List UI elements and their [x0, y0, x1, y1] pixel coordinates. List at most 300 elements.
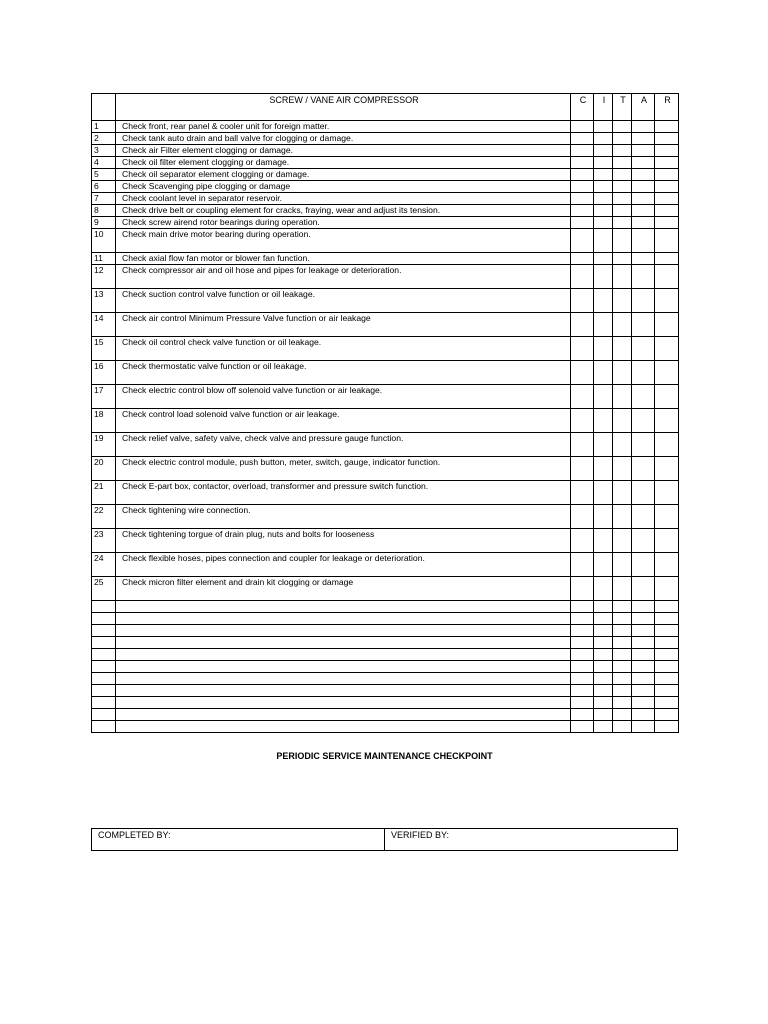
- table-row: [92, 481, 679, 505]
- check-cell-i[interactable]: [594, 481, 613, 505]
- blank-cell[interactable]: [632, 649, 655, 661]
- blank-description-cell: [116, 661, 571, 673]
- blank-cell[interactable]: [571, 601, 594, 613]
- item-description: Check relief valve, safety valve, check valve and pressure gauge function.: [116, 433, 571, 457]
- check-cell-a[interactable]: [632, 253, 655, 265]
- blank-cell: [92, 661, 116, 673]
- table-row: [92, 229, 679, 253]
- check-cell-i[interactable]: [594, 337, 613, 361]
- blank-cell: [92, 673, 116, 685]
- blank-description-cell: [116, 601, 571, 613]
- blank-cell: [92, 697, 116, 709]
- table-row: [92, 181, 679, 193]
- check-cell-r[interactable]: [655, 169, 679, 181]
- check-cell-a[interactable]: [632, 337, 655, 361]
- blank-description-cell: [116, 685, 571, 697]
- item-number: 14: [92, 313, 116, 337]
- check-cell-a[interactable]: [632, 133, 655, 145]
- item-number: 24: [92, 553, 116, 577]
- check-cell-c[interactable]: [571, 193, 594, 205]
- check-cell-a[interactable]: [632, 553, 655, 577]
- blank-row: [92, 709, 679, 721]
- header-num-cell: [92, 94, 116, 121]
- blank-cell[interactable]: [655, 709, 679, 721]
- check-cell-i[interactable]: [594, 193, 613, 205]
- check-cell-c[interactable]: [571, 169, 594, 181]
- check-cell-t[interactable]: [613, 229, 632, 253]
- blank-cell[interactable]: [655, 685, 679, 697]
- blank-cell[interactable]: [613, 661, 632, 673]
- item-description: Check flexible hoses, pipes connection and coupler for leakage or deterioration.: [116, 553, 571, 577]
- column-header-t: T: [613, 94, 632, 121]
- item-number: 20: [92, 457, 116, 481]
- check-cell-t[interactable]: [613, 313, 632, 337]
- check-cell-c[interactable]: [571, 505, 594, 529]
- blank-cell[interactable]: [613, 685, 632, 697]
- check-cell-a[interactable]: [632, 169, 655, 181]
- check-cell-a[interactable]: [632, 457, 655, 481]
- blank-description-cell: [116, 721, 571, 733]
- blank-row: [92, 673, 679, 685]
- blank-cell[interactable]: [655, 661, 679, 673]
- table-row: [92, 409, 679, 433]
- blank-cell: [92, 709, 116, 721]
- blank-cell[interactable]: [632, 601, 655, 613]
- blank-cell[interactable]: [632, 661, 655, 673]
- blank-cell[interactable]: [594, 649, 613, 661]
- blank-cell[interactable]: [571, 649, 594, 661]
- check-cell-a[interactable]: [632, 505, 655, 529]
- item-number: 21: [92, 481, 116, 505]
- check-cell-a[interactable]: [632, 361, 655, 385]
- check-cell-r[interactable]: [655, 313, 679, 337]
- blank-cell[interactable]: [571, 709, 594, 721]
- check-cell-i[interactable]: [594, 265, 613, 289]
- item-description: Check main drive motor bearing during operation.: [116, 229, 571, 253]
- table-row: [92, 361, 679, 385]
- blank-cell: [92, 613, 116, 625]
- item-number: 1: [92, 121, 116, 133]
- check-cell-a[interactable]: [632, 145, 655, 157]
- check-cell-r[interactable]: [655, 433, 679, 457]
- blank-cell[interactable]: [594, 673, 613, 685]
- check-cell-r[interactable]: [655, 193, 679, 205]
- blank-cell[interactable]: [571, 685, 594, 697]
- check-cell-t[interactable]: [613, 289, 632, 313]
- check-cell-i[interactable]: [594, 313, 613, 337]
- check-cell-c[interactable]: [571, 553, 594, 577]
- table-row: [92, 205, 679, 217]
- check-cell-r[interactable]: [655, 157, 679, 169]
- item-description: Check air Filter element clogging or damage.: [116, 145, 571, 157]
- column-header-a: A: [632, 94, 655, 121]
- blank-row: [92, 685, 679, 697]
- blank-cell[interactable]: [594, 697, 613, 709]
- blank-cell[interactable]: [594, 685, 613, 697]
- check-cell-i[interactable]: [594, 505, 613, 529]
- item-number: 4: [92, 157, 116, 169]
- item-number: 19: [92, 433, 116, 457]
- item-description: Check micron filter element and drain kit clogging or damage: [116, 577, 571, 601]
- check-cell-r[interactable]: [655, 361, 679, 385]
- check-cell-c[interactable]: [571, 337, 594, 361]
- blank-cell[interactable]: [632, 625, 655, 637]
- blank-cell: [92, 685, 116, 697]
- blank-cell[interactable]: [655, 613, 679, 625]
- check-cell-t[interactable]: [613, 409, 632, 433]
- item-number: 2: [92, 133, 116, 145]
- check-cell-c[interactable]: [571, 253, 594, 265]
- header-row: [92, 94, 679, 121]
- blank-cell[interactable]: [655, 697, 679, 709]
- item-description: Check E-part box, contactor, overload, transformer and pressure switch function.: [116, 481, 571, 505]
- check-cell-a[interactable]: [632, 409, 655, 433]
- check-cell-a[interactable]: [632, 181, 655, 193]
- check-cell-a[interactable]: [632, 205, 655, 217]
- check-cell-a[interactable]: [632, 481, 655, 505]
- table-row: [92, 289, 679, 313]
- table-row: [92, 313, 679, 337]
- check-cell-c[interactable]: [571, 133, 594, 145]
- blank-description-cell: [116, 673, 571, 685]
- blank-description-cell: [116, 613, 571, 625]
- check-cell-t[interactable]: [613, 193, 632, 205]
- blank-cell[interactable]: [655, 625, 679, 637]
- check-cell-c[interactable]: [571, 433, 594, 457]
- footer-title: PERIODIC SERVICE MAINTENANCE CHECKPOINT: [276, 751, 493, 761]
- check-cell-c[interactable]: [571, 145, 594, 157]
- check-cell-r[interactable]: [655, 529, 679, 553]
- check-cell-r[interactable]: [655, 133, 679, 145]
- check-cell-i[interactable]: [594, 433, 613, 457]
- check-cell-c[interactable]: [571, 481, 594, 505]
- check-cell-r[interactable]: [655, 385, 679, 409]
- table-row: [92, 265, 679, 289]
- check-cell-c[interactable]: [571, 409, 594, 433]
- check-cell-i[interactable]: [594, 205, 613, 217]
- blank-cell[interactable]: [594, 613, 613, 625]
- item-number: 25: [92, 577, 116, 601]
- check-cell-a[interactable]: [632, 529, 655, 553]
- check-cell-r[interactable]: [655, 253, 679, 265]
- item-number: 11: [92, 253, 116, 265]
- check-cell-t[interactable]: [613, 457, 632, 481]
- table-row: [92, 457, 679, 481]
- check-cell-r[interactable]: [655, 121, 679, 133]
- check-cell-a[interactable]: [632, 289, 655, 313]
- check-cell-i[interactable]: [594, 133, 613, 145]
- blank-cell[interactable]: [655, 601, 679, 613]
- check-cell-c[interactable]: [571, 385, 594, 409]
- check-cell-c[interactable]: [571, 265, 594, 289]
- column-header-i: I: [594, 94, 613, 121]
- check-cell-r[interactable]: [655, 205, 679, 217]
- table-row: [92, 169, 679, 181]
- check-cell-a[interactable]: [632, 313, 655, 337]
- check-cell-c[interactable]: [571, 229, 594, 253]
- check-cell-i[interactable]: [594, 253, 613, 265]
- blank-row: [92, 661, 679, 673]
- item-number: 6: [92, 181, 116, 193]
- check-cell-i[interactable]: [594, 217, 613, 229]
- check-cell-c[interactable]: [571, 205, 594, 217]
- check-cell-r[interactable]: [655, 481, 679, 505]
- blank-description-cell: [116, 649, 571, 661]
- item-description: Check front, rear panel & cooler unit for foreign matter.: [116, 121, 571, 133]
- blank-cell: [92, 637, 116, 649]
- check-cell-i[interactable]: [594, 229, 613, 253]
- blank-cell[interactable]: [632, 709, 655, 721]
- blank-cell[interactable]: [594, 721, 613, 733]
- table-row: [92, 553, 679, 577]
- item-description: Check Scavenging pipe clogging or damage: [116, 181, 571, 193]
- item-description: Check air control Minimum Pressure Valve function or air leakage: [116, 313, 571, 337]
- blank-description-cell: [116, 709, 571, 721]
- table-row: [92, 193, 679, 205]
- blank-cell[interactable]: [571, 625, 594, 637]
- check-cell-i[interactable]: [594, 145, 613, 157]
- blank-row: [92, 637, 679, 649]
- blank-cell: [92, 649, 116, 661]
- blank-cell[interactable]: [613, 697, 632, 709]
- check-cell-r[interactable]: [655, 289, 679, 313]
- check-cell-i[interactable]: [594, 181, 613, 193]
- blank-cell[interactable]: [571, 673, 594, 685]
- check-cell-a[interactable]: [632, 433, 655, 457]
- item-description: Check electric control blow off solenoid valve function or air leakage.: [116, 385, 571, 409]
- blank-cell[interactable]: [632, 697, 655, 709]
- check-cell-t[interactable]: [613, 217, 632, 229]
- check-cell-t[interactable]: [613, 385, 632, 409]
- check-cell-t[interactable]: [613, 133, 632, 145]
- item-number: 16: [92, 361, 116, 385]
- blank-cell[interactable]: [613, 613, 632, 625]
- blank-row: [92, 721, 679, 733]
- check-cell-t[interactable]: [613, 433, 632, 457]
- check-cell-c[interactable]: [571, 577, 594, 601]
- check-cell-i[interactable]: [594, 577, 613, 601]
- blank-cell[interactable]: [571, 697, 594, 709]
- check-cell-i[interactable]: [594, 529, 613, 553]
- column-header-r: R: [655, 94, 679, 121]
- table-row: [92, 217, 679, 229]
- check-cell-t[interactable]: [613, 361, 632, 385]
- item-description: Check coolant level in separator reservoir.: [116, 193, 571, 205]
- blank-cell[interactable]: [571, 721, 594, 733]
- blank-cell[interactable]: [632, 685, 655, 697]
- check-cell-t[interactable]: [613, 253, 632, 265]
- check-cell-c[interactable]: [571, 313, 594, 337]
- blank-row: [92, 649, 679, 661]
- check-cell-t[interactable]: [613, 121, 632, 133]
- blank-cell[interactable]: [613, 673, 632, 685]
- item-number: 15: [92, 337, 116, 361]
- check-cell-i[interactable]: [594, 409, 613, 433]
- table-row: [92, 337, 679, 361]
- item-number: 12: [92, 265, 116, 289]
- blank-description-cell: [116, 625, 571, 637]
- blank-cell[interactable]: [632, 637, 655, 649]
- check-cell-r[interactable]: [655, 553, 679, 577]
- blank-description-cell: [116, 697, 571, 709]
- check-cell-a[interactable]: [632, 385, 655, 409]
- blank-description-cell: [116, 637, 571, 649]
- item-number: 13: [92, 289, 116, 313]
- item-description: Check axial flow fan motor or blower fan function.: [116, 253, 571, 265]
- check-cell-a[interactable]: [632, 121, 655, 133]
- blank-cell[interactable]: [571, 661, 594, 673]
- blank-cell[interactable]: [594, 709, 613, 721]
- check-cell-c[interactable]: [571, 529, 594, 553]
- column-header-c: C: [571, 94, 594, 121]
- check-cell-i[interactable]: [594, 169, 613, 181]
- check-cell-i[interactable]: [594, 553, 613, 577]
- check-cell-c[interactable]: [571, 361, 594, 385]
- blank-cell[interactable]: [632, 673, 655, 685]
- item-description: Check tightening wire connection.: [116, 505, 571, 529]
- signature-table: [91, 828, 678, 851]
- check-cell-r[interactable]: [655, 181, 679, 193]
- check-cell-i[interactable]: [594, 121, 613, 133]
- check-cell-i[interactable]: [594, 289, 613, 313]
- item-description: Check tightening torgue of drain plug, nuts and bolts for looseness: [116, 529, 571, 553]
- item-number: 8: [92, 205, 116, 217]
- check-cell-a[interactable]: [632, 577, 655, 601]
- blank-row: [92, 697, 679, 709]
- item-description: Check oil separator element clogging or damage.: [116, 169, 571, 181]
- item-number: 22: [92, 505, 116, 529]
- item-description: Check tank auto drain and ball valve for clogging or damage.: [116, 133, 571, 145]
- item-number: 18: [92, 409, 116, 433]
- check-cell-r[interactable]: [655, 229, 679, 253]
- table-row: [92, 433, 679, 457]
- table-row: [92, 505, 679, 529]
- item-description: Check thermostatic valve function or oil leakage.: [116, 361, 571, 385]
- table-row: [92, 385, 679, 409]
- check-cell-i[interactable]: [594, 361, 613, 385]
- blank-cell[interactable]: [594, 625, 613, 637]
- item-number: 7: [92, 193, 116, 205]
- table-row: [92, 157, 679, 169]
- blank-cell: [92, 721, 116, 733]
- blank-cell[interactable]: [571, 613, 594, 625]
- check-cell-t[interactable]: [613, 265, 632, 289]
- completed-by-field[interactable]: COMPLETED BY:: [92, 829, 385, 851]
- item-number: 9: [92, 217, 116, 229]
- check-cell-r[interactable]: [655, 337, 679, 361]
- check-cell-r[interactable]: [655, 457, 679, 481]
- item-description: Check oil control check valve function or oil leakage.: [116, 337, 571, 361]
- item-description: Check compressor air and oil hose and pipes for leakage or deterioration.: [116, 265, 571, 289]
- item-number: 23: [92, 529, 116, 553]
- check-cell-a[interactable]: [632, 193, 655, 205]
- blank-cell[interactable]: [613, 649, 632, 661]
- blank-cell[interactable]: [613, 637, 632, 649]
- table-row: [92, 253, 679, 265]
- blank-cell[interactable]: [655, 649, 679, 661]
- table-row: [92, 121, 679, 133]
- blank-row: [92, 601, 679, 613]
- item-description: Check screw airend rotor bearings during operation.: [116, 217, 571, 229]
- item-description: Check control load solenoid valve function or air leakage.: [116, 409, 571, 433]
- blank-row: [92, 625, 679, 637]
- table-title: SCREW / VANE AIR COMPRESSOR: [116, 94, 571, 121]
- check-cell-r[interactable]: [655, 217, 679, 229]
- check-cell-c[interactable]: [571, 457, 594, 481]
- check-cell-t[interactable]: [613, 169, 632, 181]
- check-cell-t[interactable]: [613, 481, 632, 505]
- check-cell-c[interactable]: [571, 121, 594, 133]
- check-cell-i[interactable]: [594, 157, 613, 169]
- item-description: Check electric control module, push button, meter, switch, gauge, indicator function.: [116, 457, 571, 481]
- check-cell-t[interactable]: [613, 337, 632, 361]
- check-cell-c[interactable]: [571, 289, 594, 313]
- check-cell-a[interactable]: [632, 217, 655, 229]
- check-cell-t[interactable]: [613, 529, 632, 553]
- check-cell-r[interactable]: [655, 409, 679, 433]
- table-row: [92, 577, 679, 601]
- blank-cell[interactable]: [594, 601, 613, 613]
- item-number: 5: [92, 169, 116, 181]
- table-row: [92, 529, 679, 553]
- item-number: 10: [92, 229, 116, 253]
- blank-row: [92, 613, 679, 625]
- check-cell-t[interactable]: [613, 181, 632, 193]
- check-cell-r[interactable]: [655, 145, 679, 157]
- verified-by-field[interactable]: VERIFIED BY:: [385, 829, 678, 851]
- check-cell-a[interactable]: [632, 265, 655, 289]
- check-cell-i[interactable]: [594, 385, 613, 409]
- item-number: 3: [92, 145, 116, 157]
- item-number: 17: [92, 385, 116, 409]
- item-description: Check suction control valve function or oil leakage.: [116, 289, 571, 313]
- check-cell-i[interactable]: [594, 457, 613, 481]
- blank-cell[interactable]: [613, 601, 632, 613]
- check-cell-c[interactable]: [571, 217, 594, 229]
- check-cell-t[interactable]: [613, 145, 632, 157]
- blank-cell[interactable]: [655, 673, 679, 685]
- blank-cell[interactable]: [594, 637, 613, 649]
- check-cell-t[interactable]: [613, 577, 632, 601]
- blank-cell[interactable]: [613, 709, 632, 721]
- blank-cell[interactable]: [571, 637, 594, 649]
- checklist-table: [91, 93, 679, 733]
- item-description: Check drive belt or coupling element for cracks, fraying, wear and adjust its tension.: [116, 205, 571, 217]
- blank-cell[interactable]: [613, 721, 632, 733]
- table-row: [92, 145, 679, 157]
- check-cell-a[interactable]: [632, 229, 655, 253]
- checklist-body: [92, 121, 679, 733]
- blank-cell: [92, 601, 116, 613]
- blank-cell[interactable]: [655, 721, 679, 733]
- check-cell-t[interactable]: [613, 157, 632, 169]
- check-cell-r[interactable]: [655, 577, 679, 601]
- check-cell-c[interactable]: [571, 181, 594, 193]
- check-cell-a[interactable]: [632, 157, 655, 169]
- check-cell-r[interactable]: [655, 505, 679, 529]
- blank-cell[interactable]: [632, 721, 655, 733]
- blank-cell[interactable]: [594, 661, 613, 673]
- check-cell-r[interactable]: [655, 265, 679, 289]
- check-cell-t[interactable]: [613, 553, 632, 577]
- check-cell-c[interactable]: [571, 157, 594, 169]
- blank-cell[interactable]: [655, 637, 679, 649]
- blank-cell[interactable]: [613, 625, 632, 637]
- blank-cell[interactable]: [632, 613, 655, 625]
- check-cell-t[interactable]: [613, 505, 632, 529]
- check-cell-t[interactable]: [613, 205, 632, 217]
- item-description: Check oil filter element clogging or damage.: [116, 157, 571, 169]
